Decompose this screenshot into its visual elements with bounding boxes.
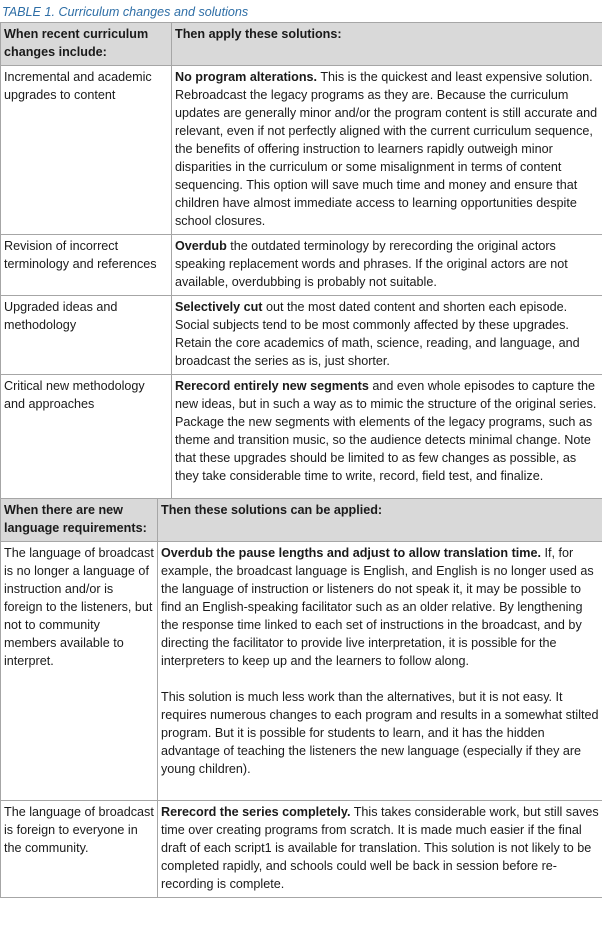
change-cell: The language of broadcast is foreign to everyone in the community. bbox=[1, 801, 158, 898]
change-cell: Upgraded ideas and methodology bbox=[1, 296, 172, 375]
header-cell-solutions: Then these solutions can be applied: bbox=[158, 499, 602, 542]
table-row bbox=[1, 66, 602, 235]
solution-text: This takes considerable work, but still saves time over creating programs from scratch. It is made much easier if the final draft of each script1 is available for translation. This solution is not likely to be completed rapidly, and schools could well be back in session before re-recording is complete. bbox=[161, 805, 599, 891]
solution-cell bbox=[158, 801, 602, 898]
solution-text: If, for example, the broadcast language is English, and English is no longer used as the language of instruction or listeners do not speak it, it may be possible to find an English-speaking facilitator such as an older relative. By lengthening the response time linked to each set of instructions in the broadcast, and by directing the facilitator to provide live interpretation, it is possible for the interpreters to keep up and the learners to follow along. bbox=[161, 546, 594, 668]
header-cell-changes: When recent curriculum changes include: bbox=[1, 23, 172, 66]
solution-lead: Rerecord the series completely. bbox=[161, 805, 351, 819]
solution-text: out the most dated content and shorten each episode. Social subjects tend to be most commonly affected by these upgrades. Retain the core academics of math, science, reading, and language, and broadcast the series as is, just shorter. bbox=[175, 300, 580, 368]
table-header-row bbox=[1, 499, 602, 542]
solution-cell bbox=[172, 375, 602, 508]
change-cell: Incremental and academic upgrades to content bbox=[1, 66, 172, 235]
solution-paragraph: This solution is much less work than the alternatives, but it is not easy. It requires numerous changes to each program and results in a somewhat stilted program. But it is possible for students to learn, and it has the hidden advantage of teaching the listeners the new language (especially if they are young children). bbox=[161, 690, 599, 776]
change-cell: The language of broadcast is no longer a language of instruction and/or is foreign to the listeners, but not to community members available to interpret. bbox=[1, 542, 158, 801]
solution-lead: Selectively cut bbox=[175, 300, 263, 314]
solution-cell bbox=[172, 235, 602, 296]
solution-lead: No program alterations. bbox=[175, 70, 318, 84]
change-cell: Revision of incorrect terminology and references bbox=[1, 235, 172, 296]
solution-text: This is the quickest and least expensive solution. Rebroadcast the legacy programs as they are. Because the curriculum updates are generally minor and/or the program content is still accurate and relevant, even if not perfectly aligned with the current curriculum sequence, the benefits of offering instruction to learners rapidly outweigh minor disparities in the curriculum or some misalignment in terms of content sequencing. This option will save much time and money and ensure that children have almost immediate access to learning opportunities despite school closures. bbox=[175, 70, 598, 228]
change-cell: Critical new methodology and approaches bbox=[1, 375, 172, 508]
solution-cell bbox=[158, 542, 602, 801]
table-header-row bbox=[1, 23, 602, 66]
language-requirements-table bbox=[0, 498, 602, 898]
solution-cell bbox=[172, 296, 602, 375]
solution-lead: Overdub the pause lengths and adjust to allow translation time. bbox=[161, 546, 541, 560]
table-row bbox=[1, 375, 602, 508]
solution-lead: Overdub bbox=[175, 239, 227, 253]
curriculum-changes-table bbox=[0, 22, 602, 508]
solution-text: and even whole episodes to capture the new ideas, but in such a way as to mimic the structure of the original series. Package the new segments with elements of the legacy programs, such as theme and transition music, so the audience detects minimal change. Note that these upgrades should be limited to as few changes as possible, as they take considerable time to write, record, field test, and finalize. bbox=[175, 379, 597, 483]
table-row bbox=[1, 296, 602, 375]
table-caption: TABLE 1. Curriculum changes and solutions bbox=[2, 5, 249, 19]
solution-cell bbox=[172, 66, 602, 235]
table-row bbox=[1, 542, 602, 801]
solution-paragraph bbox=[161, 544, 599, 670]
solution-lead: Rerecord entirely new segments bbox=[175, 379, 369, 393]
header-cell-changes: When there are new language requirements: bbox=[1, 499, 158, 542]
header-cell-solutions: Then apply these solutions: bbox=[172, 23, 602, 66]
table-row bbox=[1, 235, 602, 296]
table-row bbox=[1, 801, 602, 898]
solution-text: the outdated terminology by rerecording the original actors speaking replacement words and phrases. If the original actors are not available, overdubbing is probably not suitable. bbox=[175, 239, 568, 289]
